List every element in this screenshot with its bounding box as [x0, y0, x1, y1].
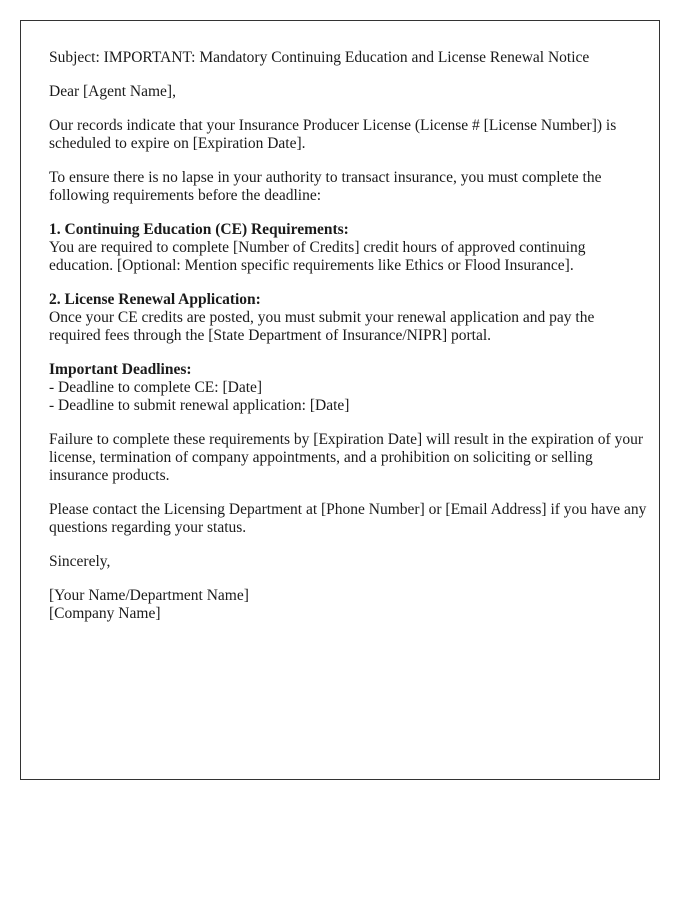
ce-requirements-body: You are required to complete [Number of Credits] credit hours of approved continuing education. [Optional: Mention specific requirements like Ethics or Flood Insurance]. — [49, 239, 586, 274]
deadlines-section — [49, 361, 649, 415]
salutation: Dear [Agent Name], — [49, 83, 176, 100]
renewal-application-body: Once your CE credits are posted, you must submit your renewal application and pay the required fees through the [State Department of Insurance/NIPR] portal. — [49, 309, 595, 344]
consequences-paragraph: Failure to complete these requirements by [Expiration Date] will result in the expiration of your license, termination of company appointments, and a prohibition on soliciting or selling insurance products. — [49, 431, 643, 484]
signature-company: [Company Name] — [49, 605, 161, 622]
deadlines-heading: Important Deadlines: — [49, 361, 192, 378]
ce-requirements-section — [49, 221, 649, 275]
closing: Sincerely, — [49, 553, 111, 570]
deadline-item: - Deadline to complete CE: [Date] — [49, 379, 263, 396]
ce-requirements-heading: 1. Continuing Education (CE) Requirements: — [49, 221, 349, 238]
contact-paragraph: Please contact the Licensing Department at [Phone Number] or [Email Address] if you have any questions regarding your status. — [49, 501, 647, 536]
signature-name: [Your Name/Department Name] — [49, 587, 249, 604]
intro-paragraph: Our records indicate that your Insurance Producer License (License # [License Number]) is scheduled to expire on [Expiration Date]. — [49, 117, 617, 152]
renewal-application-heading: 2. License Renewal Application: — [49, 291, 261, 308]
requirements-intro-paragraph: To ensure there is no lapse in your authority to transact insurance, you must complete the following requirements before the deadline: — [49, 169, 602, 204]
signature-block — [49, 587, 649, 623]
letter-page — [20, 20, 660, 780]
deadline-item: - Deadline to submit renewal application: [Date] — [49, 397, 350, 414]
renewal-application-section — [49, 291, 649, 345]
letter-body — [49, 49, 649, 639]
subject-line: Subject: IMPORTANT: Mandatory Continuing Education and License Renewal Notice — [49, 49, 590, 66]
